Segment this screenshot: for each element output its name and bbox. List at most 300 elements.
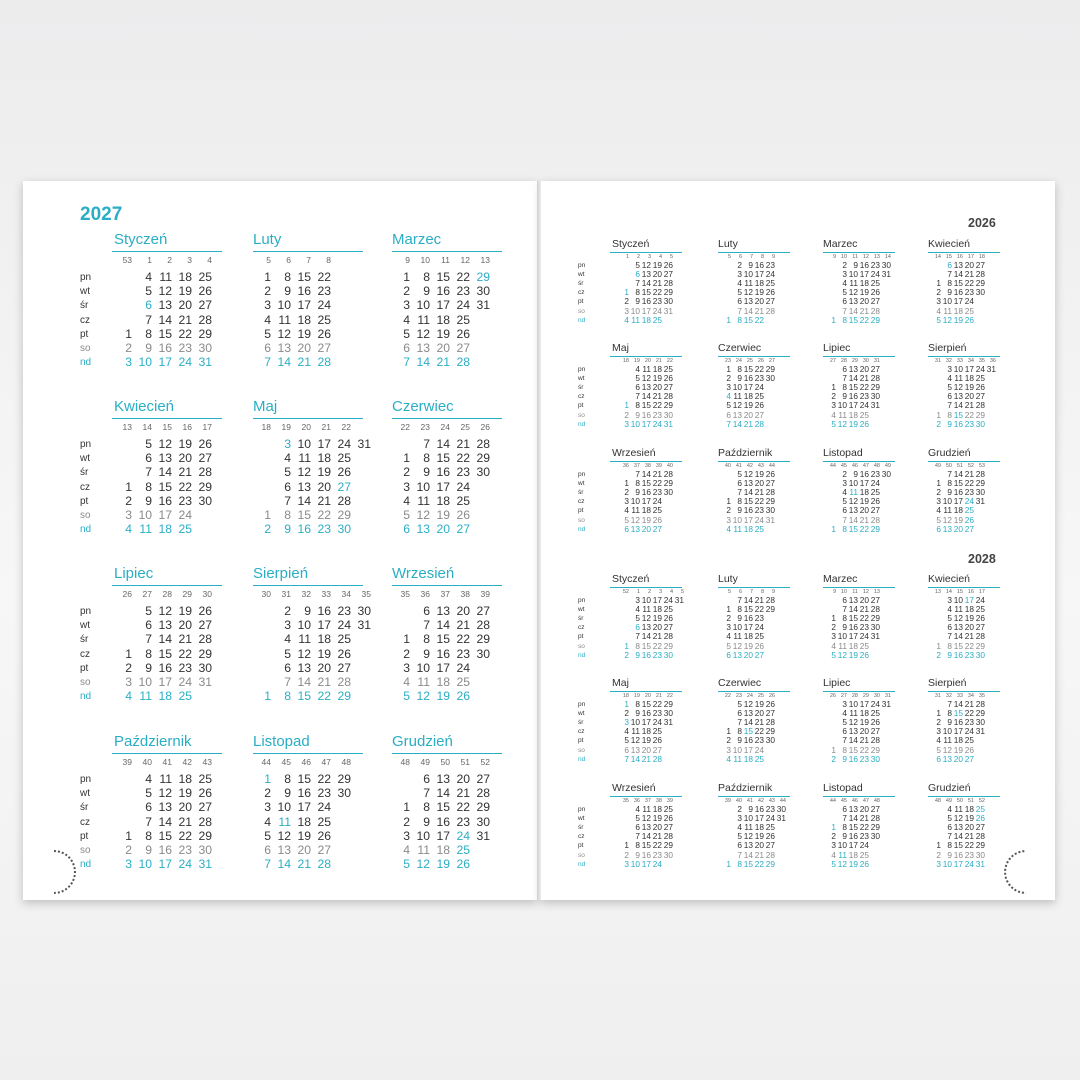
day-cell: 13 xyxy=(953,260,963,270)
day-cell: 14 xyxy=(743,305,753,316)
week-number: 37 xyxy=(644,798,651,804)
day-cell: 26 xyxy=(964,314,974,325)
month-name: Październik xyxy=(114,733,192,750)
day-cell: 21 xyxy=(964,469,974,479)
day-cell: 26 xyxy=(663,260,673,270)
day-cell: 10 xyxy=(630,717,640,728)
day-cell: 2 xyxy=(403,814,410,829)
week-number: 1 xyxy=(625,254,629,260)
day-cell: 21 xyxy=(436,355,450,370)
week-number: 9 xyxy=(771,589,775,595)
day-cell: 9 xyxy=(284,786,291,801)
month-rule xyxy=(928,587,1000,588)
day-cell: 24 xyxy=(178,355,192,370)
day-cell: 15 xyxy=(743,858,753,869)
day-cell: 10 xyxy=(138,857,152,872)
day-cell: 5 xyxy=(947,813,952,824)
day-cell: 9 xyxy=(635,487,640,498)
month-rule xyxy=(610,461,682,462)
day-cell: 15 xyxy=(436,270,450,284)
day-cell: 10 xyxy=(297,618,311,633)
day-cell: 9 xyxy=(423,284,430,299)
week-number: 51 xyxy=(956,463,963,469)
day-cell: 7 xyxy=(635,469,640,479)
month-name: Lipiec xyxy=(823,677,851,689)
day-cell: 21 xyxy=(652,631,662,642)
day-cell: 23 xyxy=(456,465,470,480)
day-cell: 17 xyxy=(848,631,858,642)
day-cell: 21 xyxy=(964,699,974,709)
day-cell: 11 xyxy=(733,523,742,534)
day-cell: 7 xyxy=(423,437,430,451)
day-cell: 9 xyxy=(145,660,152,675)
weekday-label: nd xyxy=(80,524,92,536)
day-cell: 16 xyxy=(158,341,172,355)
day-cell: 5 xyxy=(726,640,731,651)
weekday-label: cz xyxy=(578,289,585,297)
day-cell: 13 xyxy=(436,772,450,786)
day-cell: 4 xyxy=(125,689,132,704)
day-cell: 7 xyxy=(842,373,847,384)
day-cell: 22 xyxy=(754,858,764,869)
day-cell: 12 xyxy=(848,287,858,298)
day-cell: 4 xyxy=(936,305,941,316)
day-cell: 28 xyxy=(975,631,985,642)
day-cell: 23 xyxy=(964,487,974,498)
day-cell: 6 xyxy=(264,341,271,355)
day-cell: 16 xyxy=(158,843,172,857)
weekday-label: nd xyxy=(578,420,586,428)
day-cell: 2 xyxy=(831,622,836,633)
day-cell: 17 xyxy=(158,675,172,689)
month-rule xyxy=(112,753,222,754)
day-cell: 12 xyxy=(732,640,742,651)
day-cell: 30 xyxy=(881,469,891,479)
day-cell: 18 xyxy=(964,804,974,814)
day-cell: 27 xyxy=(663,269,673,280)
day-cell: 14 xyxy=(743,487,753,498)
weekday-label: nd xyxy=(80,691,92,703)
day-cell: 21 xyxy=(178,465,192,480)
day-cell: 31 xyxy=(870,631,880,642)
day-cell: 11 xyxy=(954,604,963,615)
day-cell: 30 xyxy=(975,649,985,660)
day-cell: 1 xyxy=(831,744,836,755)
day-cell: 27 xyxy=(198,298,212,313)
weekday-label: nd xyxy=(578,755,586,763)
day-cell: 28 xyxy=(765,305,775,316)
week-number: 53 xyxy=(978,463,985,469)
day-cell: 12 xyxy=(743,469,753,479)
day-cell: 1 xyxy=(125,326,132,341)
day-cell: 7 xyxy=(284,675,291,689)
day-cell: 1 xyxy=(726,858,731,869)
day-cell: 20 xyxy=(317,660,331,675)
day-cell: 17 xyxy=(641,418,651,429)
month-rule xyxy=(392,585,502,586)
weekday-label: wt xyxy=(578,710,585,718)
day-cell: 24 xyxy=(765,269,775,280)
week-number: 42 xyxy=(757,798,764,804)
month-name: Kwiecień xyxy=(114,398,175,415)
day-cell: 30 xyxy=(663,487,673,498)
day-cell: 23 xyxy=(652,708,662,719)
day-cell: 5 xyxy=(264,326,271,341)
day-cell: 2 xyxy=(831,831,836,842)
day-cell: 14 xyxy=(641,631,651,642)
day-cell: 16 xyxy=(641,409,651,420)
day-cell: 19 xyxy=(317,646,331,661)
day-cell: 11 xyxy=(642,804,651,814)
day-cell: 31 xyxy=(476,298,490,313)
day-cell: 20 xyxy=(754,478,764,489)
day-cell: 18 xyxy=(641,726,651,737)
day-cell: 21 xyxy=(754,717,764,728)
week-number: 24 xyxy=(746,693,753,699)
day-cell: 19 xyxy=(436,508,450,522)
day-cell: 23 xyxy=(765,260,775,270)
day-cell: 13 xyxy=(743,708,753,719)
day-cell: 21 xyxy=(456,786,470,801)
day-cell: 10 xyxy=(743,813,753,824)
day-cell: 10 xyxy=(630,496,640,507)
day-cell: 1 xyxy=(936,708,941,719)
day-cell: 24 xyxy=(456,828,470,843)
day-cell: 30 xyxy=(870,391,880,402)
day-cell: 30 xyxy=(663,649,673,660)
day-cell: 24 xyxy=(337,618,351,633)
day-cell: 14 xyxy=(297,675,311,689)
day-cell: 5 xyxy=(737,699,742,709)
week-number: 22 xyxy=(400,422,410,432)
week-number: 7 xyxy=(749,589,753,595)
day-cell: 26 xyxy=(765,469,775,479)
day-cell: 18 xyxy=(953,305,963,316)
day-cell: 20 xyxy=(652,382,662,393)
day-cell: 5 xyxy=(947,382,952,393)
day-cell: 5 xyxy=(403,689,410,704)
weekday-label: so xyxy=(578,851,585,859)
day-cell: 13 xyxy=(848,505,858,516)
week-number: 53 xyxy=(122,255,132,265)
day-cell: 7 xyxy=(737,717,742,728)
day-cell: 22 xyxy=(652,840,662,851)
day-cell: 25 xyxy=(765,278,775,289)
week-number: 11 xyxy=(441,255,450,265)
weekday-label: so xyxy=(80,845,91,856)
day-cell: 22 xyxy=(964,409,974,420)
day-cell: 12 xyxy=(630,735,640,746)
day-cell: 9 xyxy=(947,717,952,728)
day-cell: 19 xyxy=(436,857,450,872)
month-name: Wrzesień xyxy=(612,782,656,794)
day-cell: 30 xyxy=(476,646,490,661)
week-number: 25 xyxy=(757,693,764,699)
day-cell: 22 xyxy=(859,613,869,624)
day-cell: 16 xyxy=(317,604,331,618)
day-cell: 13 xyxy=(630,744,640,755)
day-cell: 12 xyxy=(297,465,311,480)
day-cell: 9 xyxy=(423,646,430,661)
day-cell: 24 xyxy=(178,675,192,689)
day-cell: 30 xyxy=(337,786,351,801)
day-cell: 8 xyxy=(737,858,742,869)
day-cell: 1 xyxy=(125,828,132,843)
day-cell: 11 xyxy=(417,675,430,689)
day-cell: 5 xyxy=(635,613,640,624)
week-number: 48 xyxy=(873,463,880,469)
weekday-label: so xyxy=(578,642,585,650)
day-cell: 8 xyxy=(423,270,430,284)
week-number: 2 xyxy=(167,255,172,265)
day-cell: 2 xyxy=(726,735,731,746)
day-cell: 20 xyxy=(859,595,869,605)
day-cell: 2 xyxy=(737,260,742,270)
day-cell: 6 xyxy=(284,479,291,494)
weekday-label: pt xyxy=(578,737,584,745)
weekday-label: cz xyxy=(80,314,90,326)
day-cell: 16 xyxy=(641,296,651,307)
day-cell: 2 xyxy=(624,487,629,498)
day-cell: 19 xyxy=(317,465,331,480)
day-cell: 21 xyxy=(964,631,974,642)
day-cell: 3 xyxy=(936,496,941,507)
day-cell: 11 xyxy=(733,753,742,764)
day-cell: 4 xyxy=(842,487,847,498)
day-cell: 15 xyxy=(953,640,963,651)
day-cell: 15 xyxy=(848,744,858,755)
day-cell: 29 xyxy=(198,479,212,494)
weekday-label: cz xyxy=(578,393,585,401)
weekday-label: pt xyxy=(80,662,89,674)
day-cell: 20 xyxy=(641,523,651,534)
day-cell: 9 xyxy=(635,708,640,719)
day-cell: 21 xyxy=(317,493,331,508)
day-cell: 21 xyxy=(964,269,974,280)
day-cell: 3 xyxy=(125,355,132,370)
day-cell: 10 xyxy=(732,514,742,525)
day-cell: 9 xyxy=(842,753,847,764)
day-cell: 28 xyxy=(476,618,490,633)
weekday-label: śr xyxy=(80,467,89,479)
day-cell: 23 xyxy=(652,487,662,498)
day-cell: 14 xyxy=(743,849,753,860)
day-cell: 19 xyxy=(754,287,764,298)
day-cell: 24 xyxy=(964,296,974,307)
day-cell: 8 xyxy=(145,326,152,341)
day-cell: 1 xyxy=(936,278,941,289)
day-cell: 21 xyxy=(743,418,753,429)
day-cell: 8 xyxy=(284,508,291,522)
month-rule xyxy=(112,418,222,419)
day-cell: 2 xyxy=(403,646,410,661)
day-cell: 19 xyxy=(953,514,963,525)
week-number: 11 xyxy=(852,254,858,260)
day-cell: 26 xyxy=(754,400,764,411)
day-cell: 16 xyxy=(297,786,311,801)
day-cell: 13 xyxy=(416,341,430,355)
day-cell: 14 xyxy=(416,355,430,370)
day-cell: 11 xyxy=(744,278,753,289)
day-cell: 7 xyxy=(842,514,847,525)
day-cell: 8 xyxy=(737,314,742,325)
day-cell: 3 xyxy=(403,828,410,843)
day-cell: 27 xyxy=(456,341,470,355)
day-cell: 15 xyxy=(743,314,753,325)
day-cell: 12 xyxy=(732,400,742,411)
week-number: 36 xyxy=(989,358,996,364)
day-cell: 9 xyxy=(737,735,742,746)
day-cell: 26 xyxy=(317,828,331,843)
day-cell: 22 xyxy=(317,270,331,284)
day-cell: 15 xyxy=(743,364,753,374)
day-cell: 25 xyxy=(456,312,470,327)
day-cell: 8 xyxy=(842,613,847,624)
day-cell: 4 xyxy=(831,640,836,651)
month-name: Październik xyxy=(718,782,773,794)
day-cell: 23 xyxy=(754,373,764,384)
month-name: Grudzień xyxy=(392,733,453,750)
day-cell: 20 xyxy=(743,649,753,660)
day-cell: 23 xyxy=(754,505,764,516)
day-cell: 8 xyxy=(842,382,847,393)
day-cell: 2 xyxy=(831,391,836,402)
day-cell: 4 xyxy=(936,505,941,516)
day-cell: 28 xyxy=(337,493,351,508)
month-rule xyxy=(112,585,222,586)
day-cell: 1 xyxy=(403,632,410,647)
weekday-label: nd xyxy=(578,525,586,533)
day-cell: 22 xyxy=(652,640,662,651)
day-cell: 14 xyxy=(158,312,172,327)
day-cell: 28 xyxy=(198,312,212,327)
day-cell: 16 xyxy=(436,646,450,661)
day-cell: 21 xyxy=(859,514,869,525)
day-cell: 29 xyxy=(975,409,985,420)
week-number: 31 xyxy=(281,589,291,599)
day-cell: 20 xyxy=(754,708,764,719)
weekday-label: so xyxy=(80,510,91,521)
day-cell: 30 xyxy=(476,465,490,480)
month-name: Sierpień xyxy=(928,342,967,354)
day-cell: 26 xyxy=(765,287,775,298)
day-cell: 24 xyxy=(663,595,673,605)
week-number: 52 xyxy=(480,757,490,767)
day-cell: 27 xyxy=(870,595,880,605)
week-number: 44 xyxy=(829,463,836,469)
week-number: 39 xyxy=(666,798,673,804)
month-rule xyxy=(253,418,363,419)
day-cell: 27 xyxy=(476,604,490,618)
week-number: 44 xyxy=(779,798,786,804)
week-number: 1 xyxy=(636,589,640,595)
day-cell: 13 xyxy=(277,843,291,857)
day-cell: 24 xyxy=(456,660,470,675)
week-number: 33 xyxy=(956,693,963,699)
day-cell: 4 xyxy=(624,726,629,737)
day-cell: 19 xyxy=(848,858,858,869)
day-cell: 10 xyxy=(732,622,742,633)
day-cell: 29 xyxy=(975,478,985,489)
day-cell: 27 xyxy=(870,726,880,737)
day-cell: 22 xyxy=(964,640,974,651)
week-number: 46 xyxy=(851,463,858,469)
day-cell: 26 xyxy=(198,786,212,801)
day-cell: 30 xyxy=(975,849,985,860)
week-number: 7 xyxy=(749,254,753,260)
day-cell: 21 xyxy=(754,849,764,860)
day-cell: 15 xyxy=(953,278,963,289)
day-cell: 18 xyxy=(953,735,963,746)
day-cell: 23 xyxy=(859,753,869,764)
day-cell: 8 xyxy=(635,699,640,709)
day-cell: 20 xyxy=(859,726,869,737)
day-cell: 22 xyxy=(964,478,974,489)
month-name: Czerwiec xyxy=(718,677,762,689)
day-cell: 22 xyxy=(652,287,662,298)
month-rule xyxy=(610,796,682,797)
weekday-label: pn xyxy=(80,272,92,283)
day-cell: 9 xyxy=(947,487,952,498)
day-cell: 31 xyxy=(198,675,212,689)
day-cell: 9 xyxy=(284,284,291,299)
day-cell: 13 xyxy=(732,409,742,420)
month-rule xyxy=(928,691,1000,692)
week-number: 21 xyxy=(655,358,662,364)
week-number: 26 xyxy=(480,422,490,432)
weekday-label: śr xyxy=(80,300,89,312)
month-rule xyxy=(610,252,682,253)
day-cell: 26 xyxy=(870,717,880,728)
day-cell: 31 xyxy=(881,269,891,280)
day-cell: 14 xyxy=(953,469,963,479)
day-cell: 1 xyxy=(936,840,941,851)
day-cell: 3 xyxy=(842,269,847,280)
day-cell: 11 xyxy=(943,305,952,316)
day-cell: 6 xyxy=(423,604,430,618)
day-cell: 6 xyxy=(737,478,742,489)
day-cell: 24 xyxy=(652,496,662,507)
week-number: 37 xyxy=(440,589,450,599)
weekday-label: pn xyxy=(578,262,586,269)
week-number: 26 xyxy=(122,589,132,599)
week-number: 5 xyxy=(669,254,673,260)
week-number: 10 xyxy=(420,255,430,265)
day-cell: 3 xyxy=(831,400,836,411)
weekday-label: śr xyxy=(80,634,89,646)
day-cell: 15 xyxy=(641,287,651,298)
day-cell: 15 xyxy=(158,326,172,341)
day-cell: 11 xyxy=(139,522,152,537)
day-cell: 28 xyxy=(663,469,673,479)
day-cell: 25 xyxy=(663,364,673,374)
day-cell: 25 xyxy=(870,487,880,498)
day-cell: 11 xyxy=(417,843,430,857)
day-cell: 20 xyxy=(456,772,470,786)
day-cell: 21 xyxy=(754,595,764,605)
day-cell: 17 xyxy=(743,744,753,755)
week-number: 5 xyxy=(727,254,731,260)
day-cell: 4 xyxy=(726,753,731,764)
month-rule xyxy=(823,587,895,588)
day-cell: 3 xyxy=(264,298,271,313)
day-cell: 31 xyxy=(776,813,786,824)
day-cell: 5 xyxy=(726,400,731,411)
day-cell: 18 xyxy=(297,312,311,327)
day-cell: 27 xyxy=(663,382,673,393)
day-cell: 4 xyxy=(403,675,410,689)
day-cell: 6 xyxy=(145,451,152,466)
